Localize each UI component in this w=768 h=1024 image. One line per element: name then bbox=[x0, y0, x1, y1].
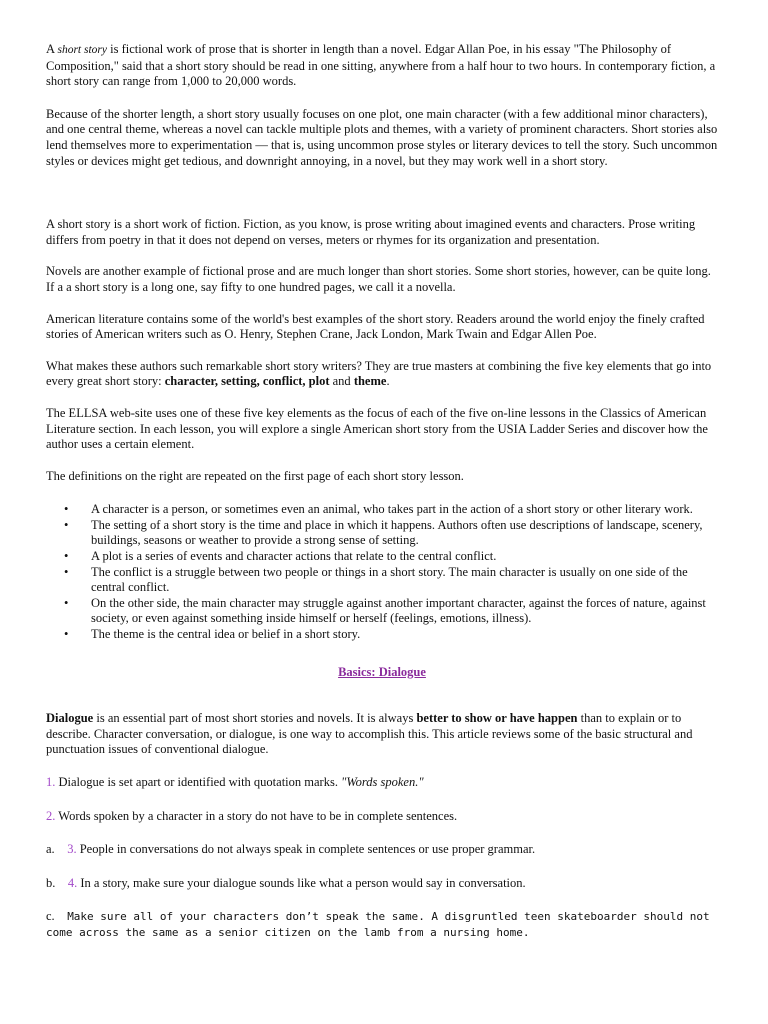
text: The conflict is a struggle between two people or things in a short story. The main character is usually on one side of the central conflict. bbox=[91, 564, 688, 595]
text: The setting of a short story is the time and place in which it happens. Authors often use descriptions of landscape, scenery, buildings, seasons or weather to provide a strong sense of setting. bbox=[91, 517, 703, 548]
text: A character is a person, or sometimes even an animal, who takes part in the action of a short story or other literary work. bbox=[91, 502, 693, 517]
list-item bbox=[46, 565, 718, 596]
item-number: 4. bbox=[67, 875, 78, 890]
text: People in conversations do not always speak in complete sentences or use proper grammar. bbox=[76, 842, 536, 857]
show-bold: better to show or have happen bbox=[416, 711, 578, 726]
section-title-dialogue[interactable]: Basics: Dialogue bbox=[338, 664, 426, 679]
text: . A disgruntled teen skateboarder should not come across the same as a senior citizen on the lamb from a nursing home. bbox=[46, 910, 710, 939]
paragraph-key-elements bbox=[46, 359, 718, 390]
bullet: • bbox=[64, 502, 69, 517]
definitions-list bbox=[46, 502, 718, 642]
text: Dialogue is set apart or identified with quotation marks. bbox=[55, 775, 342, 789]
bullet: • bbox=[64, 564, 69, 579]
paragraph-definitions-note: The definitions on the right are repeated on the first page of each short story lesson. bbox=[46, 468, 464, 483]
item-number: 2. bbox=[46, 808, 56, 823]
paragraph-length-focus: Because of the shorter length, a short story usually focuses on one plot, one main character (with a few additional minor characters), and one central theme, whereas a novel can tackle multiple plots and themes, with a variety of prominent characters. Short stories also lend themselves more to experimentation — that is, using uncommon prose styles or literary devices to tell the story. Such uncommon styles or devices might get tedious, and downright annoying, in a novel, but they may work well in a short story. bbox=[46, 106, 718, 168]
document-page bbox=[46, 42, 718, 959]
text: . bbox=[386, 374, 390, 389]
quote-example: "Words spoken." bbox=[341, 775, 424, 789]
item-number: 3. bbox=[67, 842, 77, 857]
paragraph-ellsa: The ELLSA web-site uses one of these five key elements as the focus of each of the five on-line lessons in the Classics of American Literature section. In each lesson, you will explore a single American short story from the USIA Ladder Series and discover how the author uses a certain element. bbox=[46, 405, 708, 452]
item-number: 1. bbox=[46, 775, 56, 789]
list-item bbox=[46, 502, 718, 518]
text: What makes these authors such remarkable short story writers? They are true masters at combining the five key elements that go into every great short story: bbox=[46, 358, 712, 389]
bullet: • bbox=[64, 627, 69, 642]
text: On the other side, the main character may struggle against another important character, against the forces of nature, against society, or even against something inside himself or herself (feelings, emotions, illness). bbox=[91, 595, 706, 626]
text: Words spoken by a character in a story do not have to be in complete sentences. bbox=[55, 808, 458, 823]
text: is an essential part of most short stories and novels. It is always bbox=[93, 711, 417, 726]
bullet: • bbox=[64, 549, 69, 564]
dialogue-item-2 bbox=[46, 809, 718, 825]
theme-bold: theme bbox=[353, 374, 387, 389]
text: A plot is a series of events and character actions that relate to the central conflict. bbox=[91, 549, 497, 564]
text: Make sure all of your characters don’t speak the same bbox=[67, 910, 419, 924]
key-elements-bold: character, setting, conflict, plot bbox=[164, 374, 330, 389]
list-item bbox=[46, 549, 718, 565]
text: In a story, make sure your dialogue sounds like what a person would say in conversation. bbox=[77, 875, 526, 890]
list-item bbox=[46, 596, 718, 627]
dialogue-bold: Dialogue bbox=[46, 711, 94, 726]
paragraph-novels: Novels are another example of fictional prose and are much longer than short stories. Some short stories, however, can be quite long. If a a short story is a long one, say fifty to one hundred pages, we call it a novella. bbox=[46, 264, 711, 294]
dialogue-item-4 bbox=[46, 876, 718, 892]
text: is fictional work of prose that is shorter in length than a novel. Edgar Allan Poe, in his essay "The Philosophy of Composition," said that a short story should be read in one sitting, anywhere from a half hour to two hours. In contemporary fiction, a short story can range from 1,000 to 20,000 words. bbox=[46, 42, 716, 89]
bullet: • bbox=[64, 595, 69, 610]
list-item bbox=[46, 627, 718, 643]
paragraph-fiction: A short story is a short work of fiction. Fiction, as you know, is prose writing about imagined events and characters. Prose writing differs from poetry in that it does not depend on verses, meters or rhymes for its organization and presentation. bbox=[46, 217, 696, 247]
dialogue-item-3 bbox=[46, 842, 718, 858]
text: and bbox=[329, 374, 354, 389]
dialogue-item-5 bbox=[46, 909, 718, 940]
paragraph-american-literature: American literature contains some of the world's best examples of the short story. Readers around the world enjoy the finely crafted stories of American writers such as O. Henry, Stephen Crane, Jack London, Mark Twain and Edgar Allen Poe. bbox=[46, 311, 705, 342]
bullet: • bbox=[64, 517, 69, 532]
text: The theme is the central idea or belief in a short story. bbox=[91, 627, 361, 642]
item-letter: a. bbox=[46, 842, 55, 857]
text: A bbox=[46, 42, 58, 56]
text: than to explain or to describe. Character conversation, or dialogue, is one way to accomplish this. This article reviews some of the basic structural and punctuation issues of conventional dialogue. bbox=[46, 711, 693, 757]
list-item bbox=[46, 518, 718, 549]
dialogue-item-1 bbox=[46, 775, 718, 791]
paragraph-dialogue-intro bbox=[46, 711, 718, 758]
term-short-story: short story bbox=[57, 44, 107, 56]
paragraph-short-story-definition bbox=[46, 42, 718, 90]
item-letter: c. bbox=[46, 909, 55, 924]
item-letter: b. bbox=[46, 875, 56, 890]
